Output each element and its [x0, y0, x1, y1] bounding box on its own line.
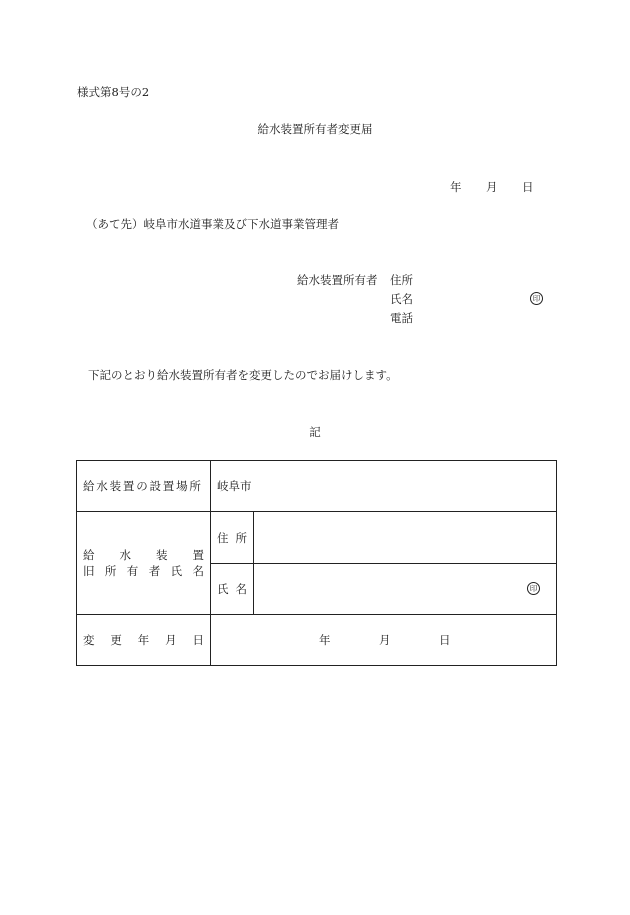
applicant-address-label: 住所 [390, 273, 413, 287]
location-value: 岐阜市 [217, 479, 252, 493]
form-number: 様式第8号の2 [77, 85, 150, 99]
date-year-label: 年 [450, 180, 462, 194]
ki-heading: 記 [309, 425, 321, 439]
former-owner-address-label: 住所 [217, 531, 247, 545]
former-owner-label-line2: 旧所有者氏名 [83, 564, 204, 578]
change-day-label: 日 [439, 633, 451, 647]
page-title: 給水装置所有者変更届 [257, 122, 373, 136]
table-column-divider [210, 461, 211, 665]
applicant-phone-label: 電話 [390, 311, 413, 325]
owner-role-label: 給水装置所有者 [297, 273, 378, 287]
date-day-label: 日 [522, 180, 534, 194]
former-owner-name-label: 氏名 [217, 582, 247, 596]
location-label: 給水装置の設置場所 [83, 479, 203, 493]
change-month-label: 月 [379, 633, 391, 647]
seal-stamp-icon: 印 [527, 582, 540, 595]
table-row-divider [210, 563, 556, 564]
applicant-name-label: 氏名 [390, 292, 413, 306]
statement-text: 下記のとおり給水装置所有者を変更したのでお届けします。 [88, 368, 398, 382]
addressee: （あて先）岐阜市水道事業及び下水道事業管理者 [86, 217, 339, 231]
table-row-divider [77, 511, 556, 512]
change-date-label: 変更年月日 [83, 633, 204, 647]
change-year-label: 年 [319, 633, 331, 647]
former-owner-label-line1: 給水装置 [83, 548, 204, 562]
seal-stamp-icon: 印 [530, 292, 543, 305]
table-row-divider [77, 614, 556, 615]
date-month-label: 月 [486, 180, 498, 194]
table-column-divider [253, 511, 254, 614]
change-form-table [76, 460, 557, 666]
